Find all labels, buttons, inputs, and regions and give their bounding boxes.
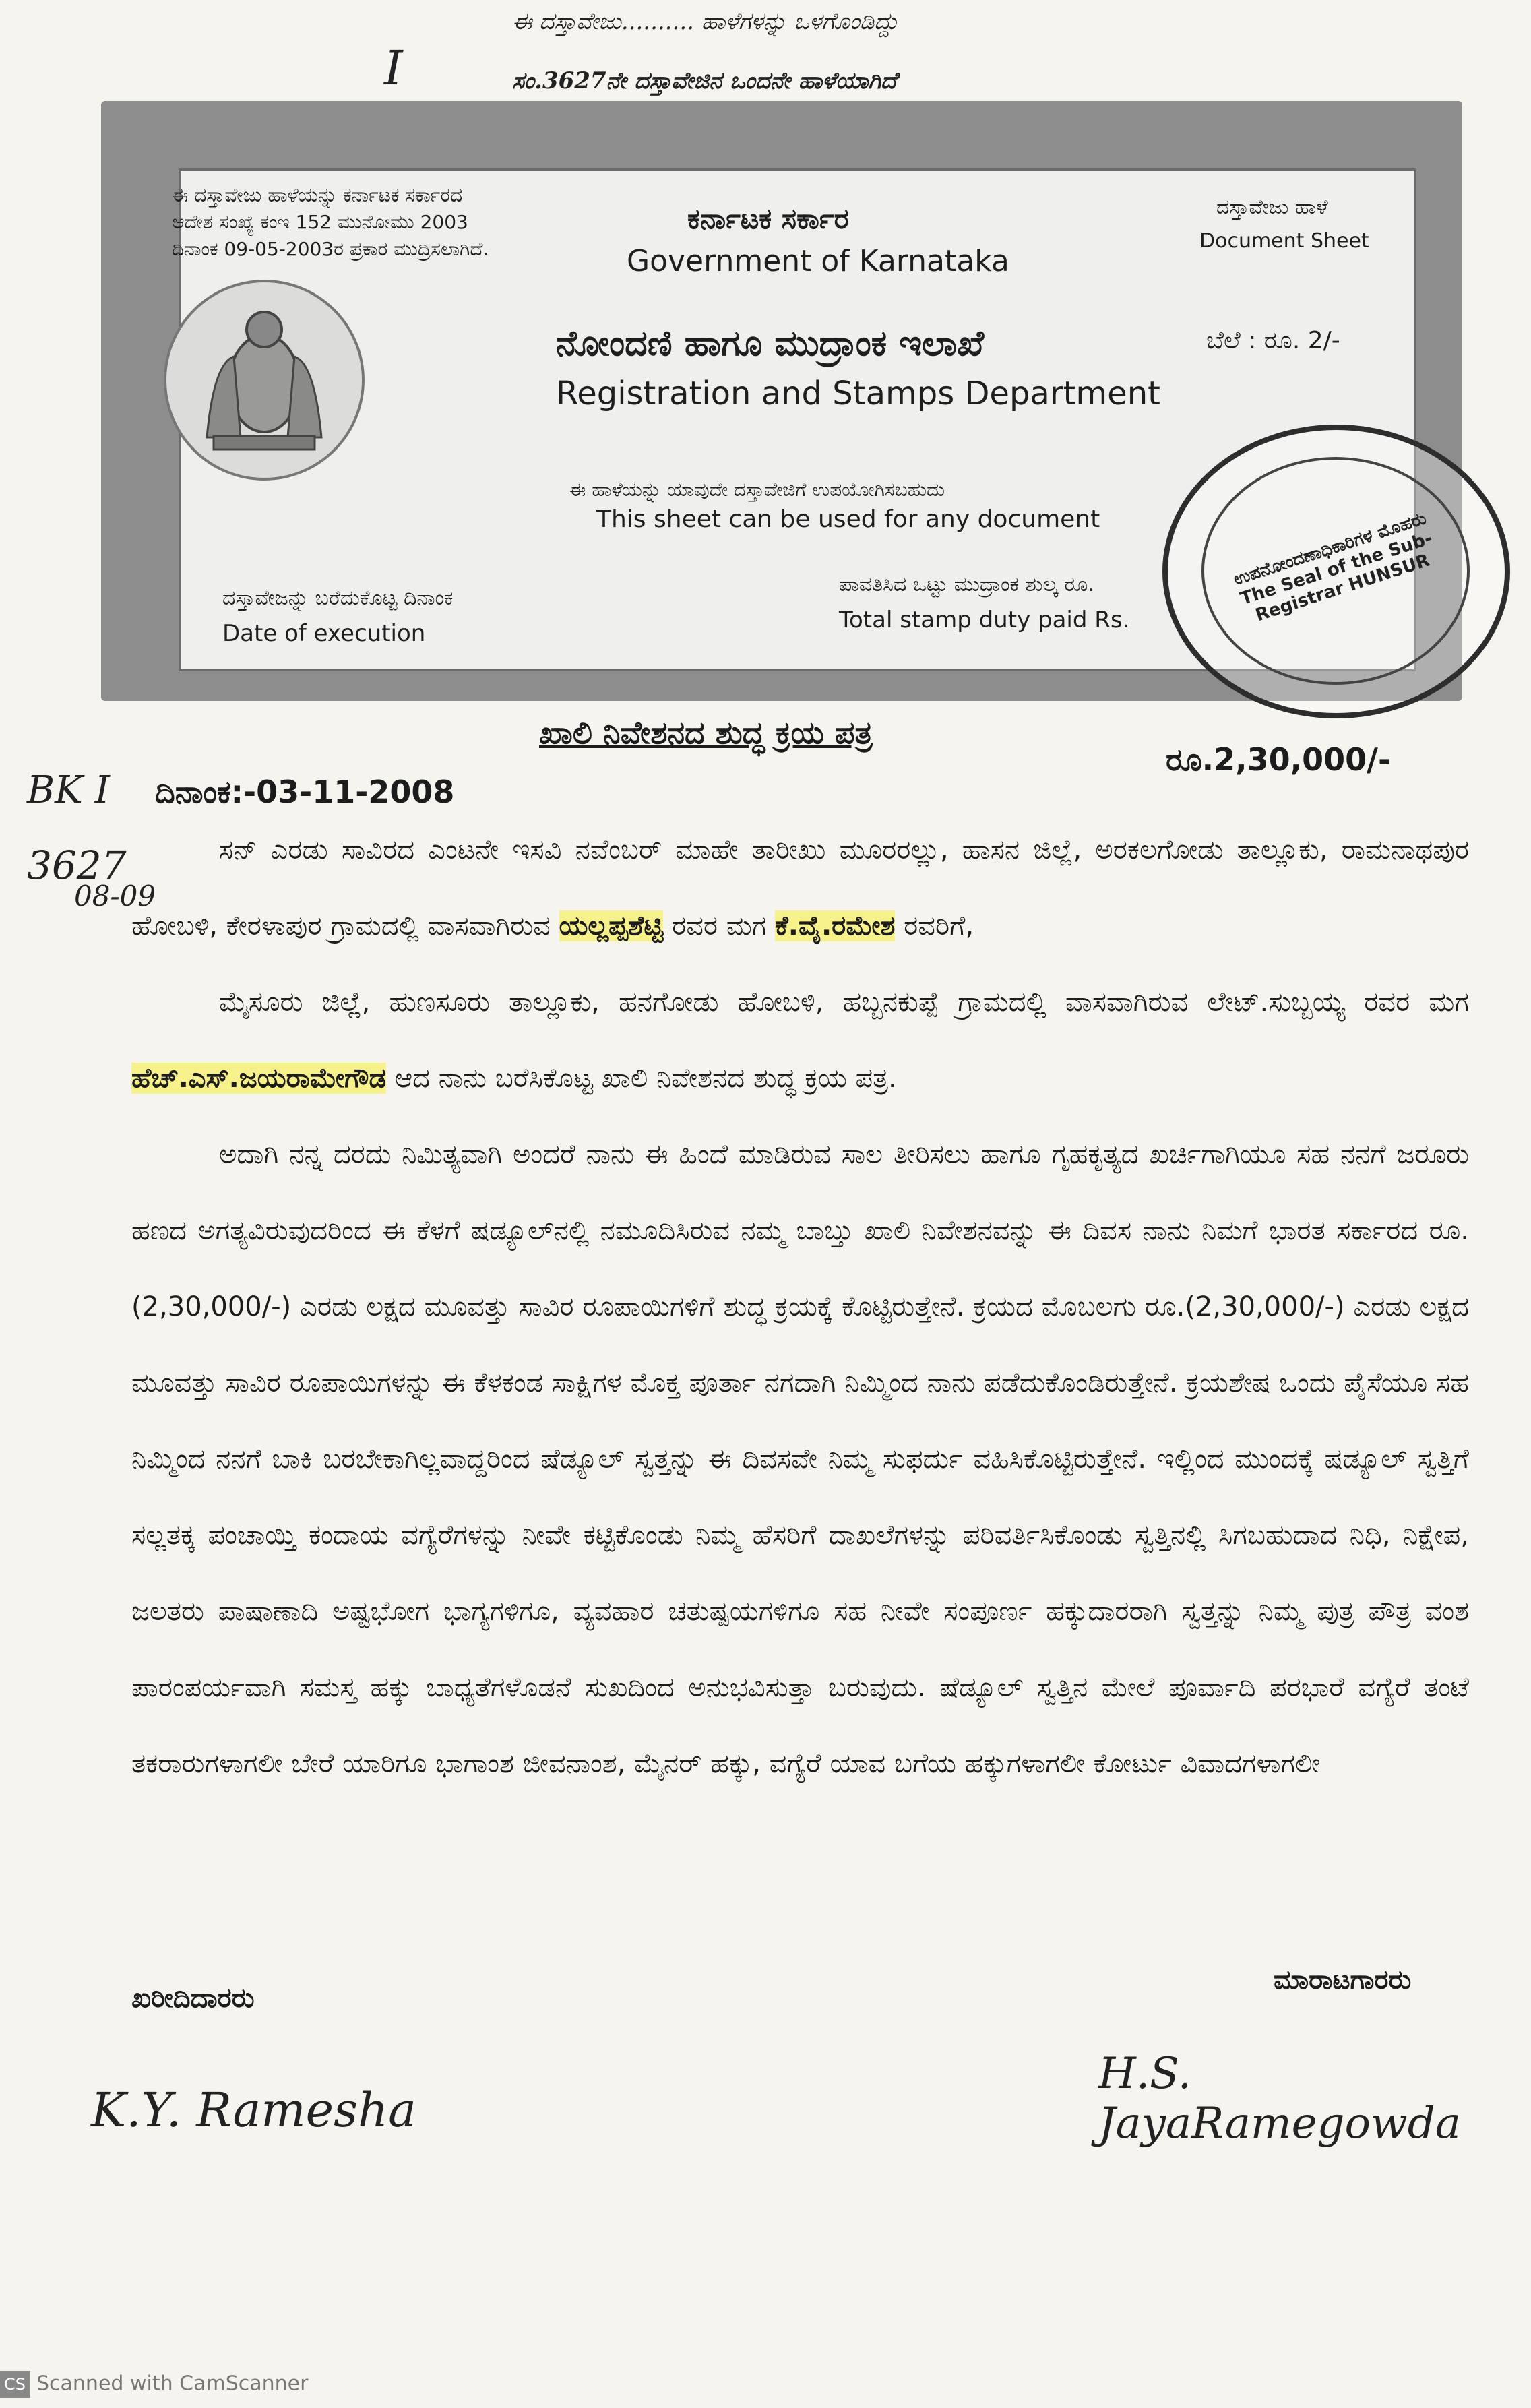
stamp-duty-english: Total stamp duty paid Rs. <box>839 607 1130 634</box>
paragraph-text: ಆದ ನಾನು ಬರೆಸಿಕೊಟ್ಟ ಖಾಲಿ ನಿವೇಶನದ ಶುದ್ಧ ಕ್ರಯ ಪತ್ರ. <box>394 1063 897 1094</box>
govt-title-english: Government of Karnataka <box>627 244 1009 278</box>
department-title-kannada: ನೋಂದಣಿ ಹಾಗೂ ಮುದ್ರಾಂಕ ಇಲಾಖೆ <box>556 323 985 364</box>
margin-note-number: 3627 <box>27 842 127 888</box>
execution-date-english: Date of execution <box>222 620 426 647</box>
document-sheet-english: Document Sheet <box>1199 229 1369 253</box>
seller-signature: H.S. JayaRamegowda <box>1098 2049 1461 2149</box>
document-date: ದಿನಾಂಕ:-03-11-2008 <box>155 774 455 810</box>
stamp-duty-kannada: ಪಾವತಿಸಿದ ಒಟ್ಟು ಮುದ್ರಾಂಕ ಶುಲ್ಕ ರೂ. <box>839 573 1094 596</box>
handwritten-document-number: ಸಂ.3627ನೇ ದಸ್ತಾವೇಜಿನ ಒಂದನೇ ಹಾಳೆಯಾಗಿದೆ <box>512 67 897 94</box>
paragraph-text: ಮೈಸೂರು ಜಿಲ್ಲೆ, ಹುಣಸೂರು ತಾಲ್ಲೂಕು, ಹನಗೋಡು ಹೋಬಳಿ, ಹಬ್ಬನಕುಪ್ಪೆ ಗ್ರಾಮದಲ್ಲಿ ವಾಸವಾಗಿರುವ ಲೇಟ್.ಸುಬ್ಬಯ್ಯ ರವರ ಮಗ <box>219 987 1469 1018</box>
sub-registrar-seal <box>1162 425 1510 718</box>
usage-note-kannada: ಈ ಹಾಳೆಯನ್ನು ಯಾವುದೇ ದಸ್ತಾವೇಜಿಗೆ ಉಪಯೋಗಿಸಬಹುದು <box>569 478 945 501</box>
paragraph-parties-buyer <box>131 812 1469 964</box>
paragraph-text: ಸನ್ ಎರಡು ಸಾವಿರದ ಎಂಟನೇ ಇಸವಿ ನವೆಂಬರ್ ಮಾಹೇ ತಾರೀಖು ಮೂರರಲ್ಲು, ಹಾಸನ ಜಿಲ್ಲೆ, ಅರಕಲಗೋಡು ತಾಲ್ಲೂಕು, ರಾಮನಾಥಪುರ ಹೋಬಳಿ, ಕೇರಳಾಪುರ ಗ್ರಾಮದಲ್ಲಿ ವಾಸವಾಗಿರುವ <box>131 834 1469 941</box>
document-sheet-kannada: ದಸ್ತಾವೇಜು ಹಾಳೆ <box>1216 195 1328 219</box>
order-note-line: ಆದೇಶ ಸಂಖ್ಯೆ ಕಂಇ 152 ಮುನೋಮು 2003 <box>172 211 468 233</box>
govt-title-kannada: ಕರ್ನಾಟಕ ಸರ್ಕಾರ <box>687 202 849 235</box>
paragraph-text: ರವರ ಮಗ <box>672 910 767 941</box>
scanner-footer-text: Scanned with CamScanner <box>36 2372 309 2396</box>
margin-note-book: BK I <box>27 768 110 812</box>
execution-date-kannada: ದಸ್ತಾವೇಜನ್ನು ಬರೆದುಕೊಟ್ಟ ದಿನಾಂಕ <box>222 586 454 610</box>
paragraph-text: ರವರಿಗೆ, <box>904 910 974 941</box>
seal-text: ಉಪನೋಂದಣಾಧಿಕಾರಿಗಳ ಮೊಹರು The Seal of the Sub-Registrar HUNSUR <box>1230 508 1435 626</box>
name-buyer-father: ಯಲ್ಲಪ್ಪಶೆಟ್ಟಿ <box>559 910 664 941</box>
handwritten-roman-mark: I <box>384 40 403 96</box>
buyer-signature: K.Y. Ramesha <box>91 2082 416 2138</box>
scanner-footer <box>0 2371 308 2398</box>
buyer-label: ಖರೀದಿದಾರರು <box>131 1983 255 2014</box>
emblem-icon <box>166 282 362 478</box>
margin-note-year: 08-09 <box>74 879 156 913</box>
name-buyer: ಕೆ.ವೈ.ರಮೇಶ <box>775 910 896 941</box>
karnataka-emblem-icon <box>164 280 365 481</box>
name-seller: ಹೆಚ್.ಎಸ್.ಜಯರಾಮೇಗೌಡ <box>131 1063 387 1094</box>
department-title-english: Registration and Stamps Department <box>556 375 1160 412</box>
order-note <box>172 182 489 263</box>
paragraph-sale-terms: ಅದಾಗಿ ನನ್ನ ದರದು ನಿಮಿತ್ಯವಾಗಿ ಅಂದರೆ ನಾನು ಈ ಹಿಂದೆ ಮಾಡಿರುವ ಸಾಲ ತೀರಿಸಲು ಹಾಗೂ ಗೃಹಕೃತ್ಯದ ಖರ್ಚಿಗಾಗಿಯೂ ಸಹ ನನಗೆ ಜರೂರು ಹಣದ ಅಗತ್ಯವಿರುವುದರಿಂದ ಈ ಕೆಳಗೆ ಷಡ್ಯೂಲ್‌ನಲ್ಲಿ ನಮೂದಿಸಿರುವ ನಮ್ಮ ಬಾಬ್ತು ಖಾಲಿ ನಿವೇಶನವನ್ನು ಈ ದಿವಸ ನಾನು ನಿಮಗೆ ಭಾರತ ಸರ್ಕಾರದ ರೂ.(2,30,000/-) ಎರಡು ಲಕ್ಷದ ಮೂವತ್ತು ಸಾವಿರ ರೂಪಾಯಿಗಳಿಗೆ ಶುದ್ಧ ಕ್ರಯಕ್ಕೆ ಕೊಟ್ಟಿರುತ್ತೇನೆ. ಕ್ರಯದ ಮೊಬಲಗು ರೂ.(2,30,000/-) ಎರಡು ಲಕ್ಷದ ಮೂವತ್ತು ಸಾವಿರ ರೂಪಾಯಿಗಳನ್ನು ಈ ಕೆಳಕಂಡ ಸಾಕ್ಷಿಗಳ ಮೊಕ್ತ ಪೂರ್ತಾ ನಗದಾಗಿ ನಿಮ್ಮಿಂದ ನಾನು ಪಡೆದುಕೊಂಡಿರುತ್ತೇನೆ. ಕ್ರಯಶೇಷ ಒಂದು ಪೈಸೆಯೂ ಸಹ ನಿಮ್ಮಿಂದ ನನಗೆ ಬಾಕಿ ಬರಬೇಕಾಗಿಲ್ಲವಾದ್ದರಿಂದ ಷೆಡ್ಯೂಲ್ ಸ್ವತ್ತನ್ನು ಈ ದಿವಸವೇ ನಿಮ್ಮ ಸುಫರ್ದು ವಹಿಸಿಕೊಟ್ಟಿರುತ್ತೇನೆ. ಇಲ್ಲಿಂದ ಮುಂದಕ್ಕೆ ಷಡ್ಯೂಲ್ ಸ್ವತ್ತಿಗೆ ಸಲ್ಲತಕ್ಕ ಪಂಚಾಯ್ತಿ ಕಂದಾಯ ವಗ್ಯೆರೆಗಳನ್ನು ನೀವೇ ಕಟ್ಟಿಕೊಂಡು ನಿಮ್ಮ ಹೆಸರಿಗೆ ದಾಖಲೆಗಳನ್ನು ಪರಿವರ್ತಿಸಿಕೊಂಡು ಸ್ವತ್ತಿನಲ್ಲಿ ಸಿಗಬಹುದಾದ ನಿಧಿ, ನಿಕ್ಷೇಪ, ಜಲತರು ಪಾಷಾಣಾದಿ ಅಷ್ಟಭೋಗ ಭಾಗ್ಯಗಳಿಗೂ, ವ್ಯವಹಾರ ಚತುಷ್ಪಯಗಳಿಗೂ ಸಹ ನೀವೇ ಸಂಪೂರ್ಣ ಹಕ್ಕುದಾರರಾಗಿ ಸ್ವತ್ತನ್ನು ನಿಮ್ಮ ಪುತ್ರ ಪೌತ್ರ ವಂಶ ಪಾರಂಪರ್ಯವಾಗಿ ಸಮಸ್ತ ಹಕ್ಕು ಬಾಧ್ಯತೆಗಳೊಡನೆ ಸುಖದಿಂದ ಅನುಭವಿಸುತ್ತಾ ಬರುವುದು. ಷೆಡ್ಯೂಲ್ ಸ್ವತ್ತಿನ ಮೇಲೆ ಪೂರ್ವಾದಿ ಪರಭಾರೆ ವಗ್ಯೆರೆ ತಂಟೆ ತಕರಾರುಗಳಾಗಲೀ ಬೇರೆ ಯಾರಿಗೂ ಭಾಗಾಂಶ ಜೀವನಾಂಶ, ಮೈನರ್ ಹಕ್ಕು, ವಗ್ಯೆರೆ ಯಾವ ಬಗೆಯ ಹಕ್ಕುಗಳಾಗಲೀ ಕೋರ್ಟು ವಿವಾದಗಳಾಗಲೀ <box>131 1139 1469 1779</box>
usage-note-english: This sheet can be used for any document <box>596 505 1100 533</box>
sale-amount: ರೂ.2,30,000/- <box>1166 741 1392 778</box>
order-note-line: ದಿನಾಂಕ 09-05-2003ರ ಪ್ರಕಾರ ಮುದ್ರಿಸಲಾಗಿದೆ. <box>172 238 489 260</box>
order-note-line: ಈ ದಸ್ತಾವೇಜು ಹಾಳೆಯನ್ನು ಕರ್ನಾಟಕ ಸರ್ಕಾರದ <box>172 184 463 206</box>
paragraph-parties-seller <box>131 964 1469 1117</box>
seller-label: ಮಾರಾಟಗಾರರು <box>1274 1965 1412 1996</box>
document-title: ಖಾಲಿ ನಿವೇಶನದ ಶುದ್ಧ ಕ್ರಯ ಪತ್ರ <box>539 714 873 751</box>
handwritten-sheet-count: ಈ ದಸ್ತಾವೇಜು.......... ಹಾಳೆಗಳನ್ನು ಒಳಗೊಂಡಿದ್ದು <box>512 8 899 35</box>
camscanner-badge: CS <box>0 2371 30 2398</box>
deed-body <box>131 812 1469 1802</box>
sheet-price: ಬೆಲೆ : ರೂ. 2/- <box>1206 327 1340 354</box>
